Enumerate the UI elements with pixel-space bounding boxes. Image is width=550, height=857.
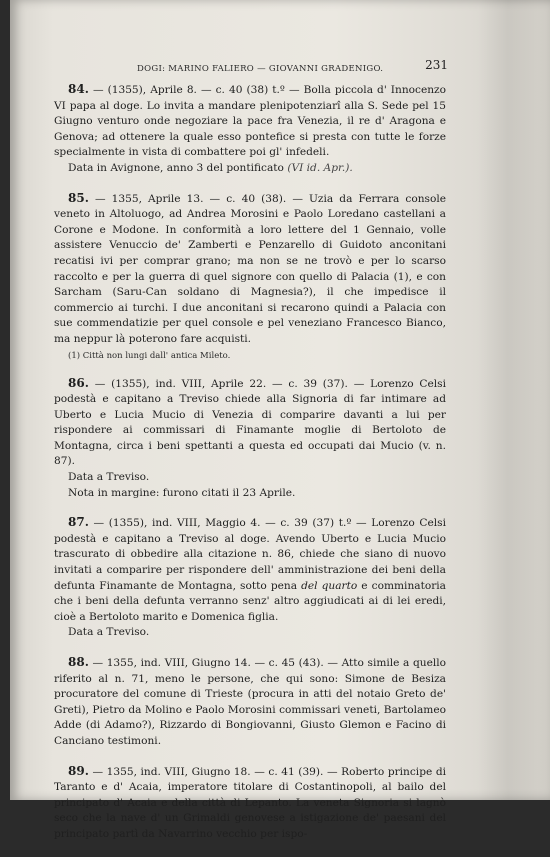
entry-number: 87. <box>68 515 89 530</box>
entry-text: — (1355), ind. VIII, Maggio 4. — c. 39 (37) t.º — Lorenzo Celsi podestà e capitano a Treviso al doge. Avendo Uberto e Lucia Mucio trascurato di obbedire alla citazione n. 86, chiede che siano di nuovo invitati a comparire per rispondere dell' amministrazione dei beni della defunta Finamante de Montagna, sotto pena <box>54 517 446 592</box>
page-crease-shadow <box>478 0 538 800</box>
entry-text: — 1355, Aprile 13. — c. 40 (38). — Uzia da Ferrara console veneto in Altoluogo, ad Andrea Morosini e Paolo Loredano castellani a Corone e Modone. In conformità a loro lettere del 1 Gennaio, volle assistere Venuccio de' Zamberti e Penzarello di Guidoto anconitani recatisi ivi per comprar grano; ma non se ne trovò e per lo scarso raccolto e per la guerra di quel signore con quello di Palacia (1), e con Sarcham (Saru-Can soldano di Magnesia?), il che impedisce il commercio ai turchi. I due anconitani si recarono quindi a Palacia con sue commendatizie per quel console e pel veneziano Francesco Bianco, ma neppur là poterono fare acquisti. <box>54 192 446 345</box>
entry-text: — (1355), Aprile 8. — c. 40 (38) t.º — Bolla piccola d' Innocenzo VI papa al doge. Lo invita a mandare plenipotenziarî alla S. Sede pel 15 Giugno venturo onde negoziare la pace fra Venezia, il re d' Aragona e Genova; ad ottenere la quale esso pontefice si presta con tutte le forze specialmente in vista di combattere poi gl' infedeli. <box>54 84 446 159</box>
entry-85 <box>54 191 446 348</box>
document-page <box>10 0 550 840</box>
page-header <box>82 58 448 80</box>
handwritten-annotation: (VI id. Apr.). <box>287 161 353 174</box>
entry-text-cont: e comminatoria che i beni della defunta verranno senz' altro aggiudicati ai di lei eredi, cioè a Bertoloto marito e Domenica figlia. <box>54 579 446 623</box>
entry-date-line <box>54 161 446 177</box>
entry-89 <box>54 764 446 843</box>
footnote: (1) Città non lungi dall' antica Mileto. <box>68 350 231 361</box>
entry-date-line: Data a Treviso. <box>68 626 150 639</box>
entry-text: — (1355), ind. VIII, Aprile 22. — c. 39 (37). — Lorenzo Celsi podestà e capitano a Treviso chiede alla Signoria di far intimare ad Uberto e Lucia Mucio di Venezia di comparire davanti a lui per rispondere ai commissari di Finamante moglie di Bertoloto de Montagna, circa i beni spettanti a questa ed occupati dai Mucio (v. n. 87). <box>54 377 446 468</box>
page-number: 231 <box>425 58 448 72</box>
entry-margin-note: Nota in margine: furono citati il 23 Aprile. <box>68 486 296 499</box>
entry-date-text: Data in Avignone, anno 3 del pontificato <box>68 161 288 174</box>
entry-paragraph <box>54 82 446 161</box>
entry-text: — 1355, ind. VIII, Giugno 14. — c. 45 (43). — Atto simile a quello riferito al n. 71, meno le persone, che qui sono: Simone de Besiza procuratore del comune di Trieste (procura in atti del notaio Greto de' Greti), Pietro da Molino e Paolo Morosini commissari veneti, Bartolameo Adde (di Adamo?), Rizzardo di Bongiovanni, Giusto Glemon e Facino di Canciano testimoni. <box>54 657 446 747</box>
entry-number: 88. <box>68 655 89 669</box>
entry-number: 86. <box>68 375 89 390</box>
entry-italic-phrase: del quarto <box>301 579 358 592</box>
entry-date-line: Data a Treviso. <box>68 471 150 484</box>
entry-paragraph <box>54 764 446 843</box>
entry-paragraph <box>54 655 446 750</box>
entry-text: — 1355, ind. VIII, Giugno 18. — c. 41 (39). — Roberto principe di Taranto e d' Acaia, imperatore titolare di Costantinopoli, al bailo del principato d' Acaia e della città di Lepanto. La veneta Signoria si lagnò seco che la nave d' un Grimaldi genovese a istigazione de' paesani del principato partì da Navarrino vecchio per ispo- <box>54 765 446 840</box>
entry-paragraph <box>54 515 446 625</box>
body-text <box>54 82 446 857</box>
entry-number: 89. <box>68 763 89 778</box>
entry-84 <box>54 82 446 177</box>
entry-87 <box>54 515 446 641</box>
entry-88 <box>54 655 446 750</box>
entry-paragraph <box>54 376 446 471</box>
entry-number: 84. <box>68 82 89 96</box>
entry-paragraph <box>54 191 446 348</box>
entry-86 <box>54 376 446 502</box>
running-head: DOGI: MARINO FALIERO — GIOVANNI GRADENIGO. <box>137 64 384 74</box>
entry-number: 85. <box>68 190 89 205</box>
